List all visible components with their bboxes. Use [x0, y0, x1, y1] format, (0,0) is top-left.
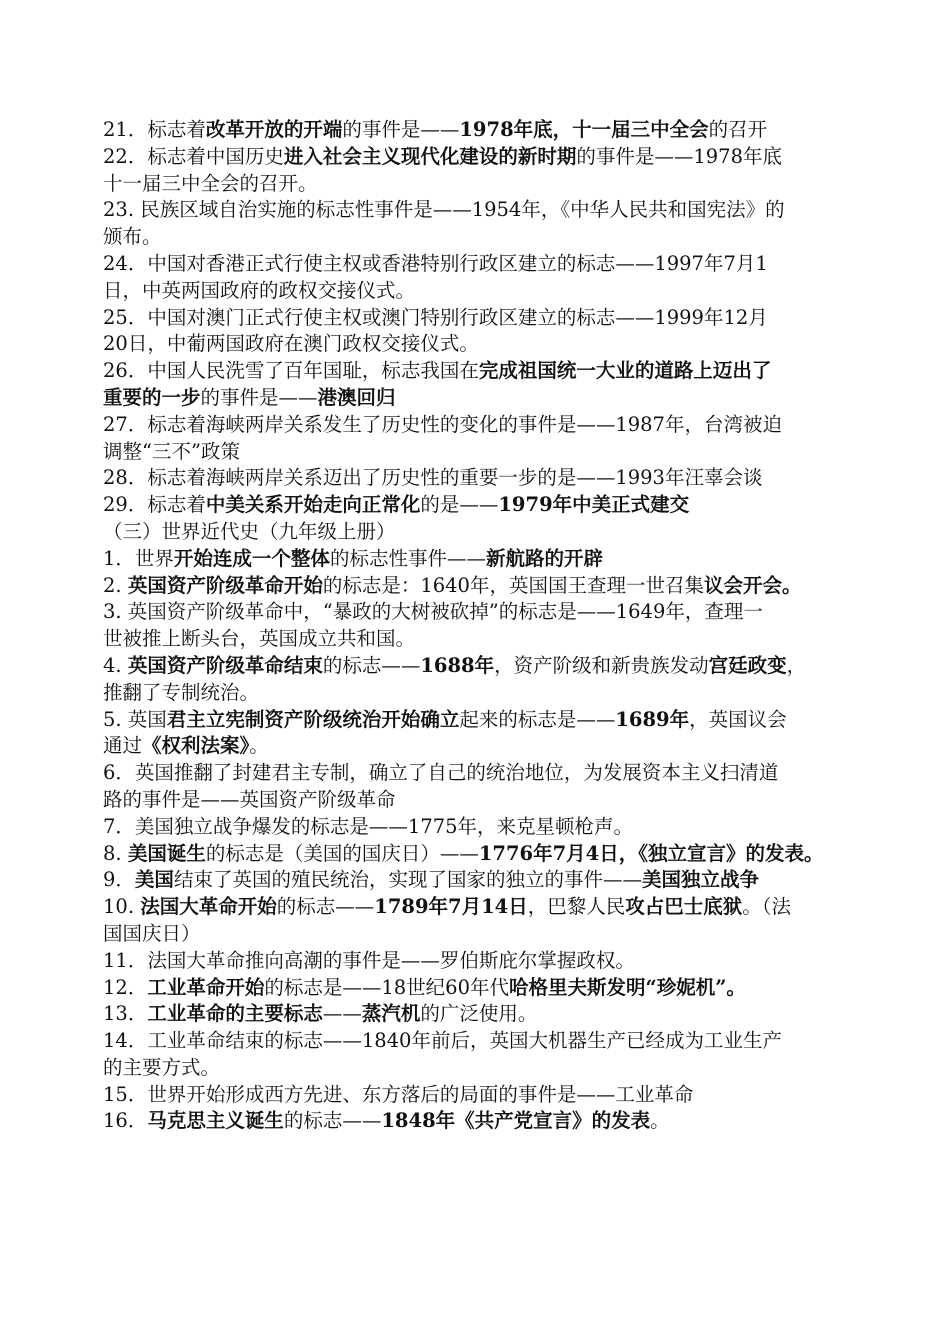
text-segment: ，英国议会 — [689, 707, 787, 731]
text-line — [103, 787, 850, 814]
text-line — [103, 1082, 850, 1109]
bold-text-segment: 美国 — [134, 868, 174, 892]
text-segment: —— — [322, 1002, 362, 1026]
text-segment: 9． — [103, 868, 135, 892]
text-segment: 3. 英国资产阶级革命中，“暴政的大树被砍掉”的标志是——1649年，查理一 — [103, 600, 763, 624]
text-line — [103, 439, 850, 466]
text-segment: 。 — [650, 1109, 670, 1133]
text-line — [103, 224, 850, 251]
text-segment: 13． — [103, 1002, 148, 1026]
bold-text-segment: 重要的一步 — [103, 385, 201, 409]
bold-text-segment: 1689年 — [615, 707, 690, 731]
text-segment: 的标志—— — [283, 1109, 382, 1133]
text-line — [103, 251, 850, 278]
text-segment: 22．标志着中国历史 — [103, 144, 284, 168]
text-line — [103, 278, 850, 305]
text-segment: 调整“三不”政策 — [103, 439, 240, 463]
bold-text-segment: 宫廷政变 — [708, 653, 787, 677]
text-segment: 12． — [103, 975, 148, 999]
document-body — [103, 117, 850, 1135]
text-line — [103, 385, 850, 412]
text-line — [103, 358, 850, 385]
text-line — [103, 412, 850, 439]
text-segment: 7．美国独立战争爆发的标志是——1775年，来克星顿枪声。 — [103, 814, 634, 838]
text-segment: 颁布。 — [103, 225, 162, 249]
text-segment: 。 — [249, 734, 269, 758]
text-line — [103, 171, 850, 198]
bold-text-segment: 1789年7月14日 — [374, 895, 528, 919]
text-segment: 23. 民族区域自治实施的标志性事件是——1954年，《中华人民共和国宪法》的 — [103, 198, 785, 222]
text-line — [103, 1055, 850, 1082]
text-line — [103, 573, 850, 600]
text-segment: 。（法 — [742, 895, 792, 919]
text-segment: 结束了英国的殖民统治，实现了国家的独立的事件—— — [173, 868, 642, 892]
text-segment: ，巴黎人民 — [527, 895, 626, 919]
bold-text-segment: 法国大革命开始 — [140, 895, 277, 919]
text-line — [103, 841, 850, 868]
bold-text-segment: 1688年 — [420, 653, 495, 677]
text-line — [103, 331, 850, 358]
text-line — [103, 305, 850, 332]
text-line — [103, 894, 850, 921]
bold-text-segment: 君主立宪制资产阶级统治开始确立 — [166, 707, 460, 731]
text-segment: ，资产阶级和新贵族发动 — [494, 653, 709, 677]
text-segment: 的事件是——1978年底 — [576, 144, 782, 168]
text-segment: 29．标志着 — [103, 493, 206, 517]
text-segment: 世被推上断头台，英国成立共和国。 — [103, 627, 416, 651]
text-segment: 2. — [103, 573, 128, 597]
bold-text-segment: 完成祖国统一大业的道路上迈出了 — [478, 359, 772, 383]
text-segment: ， — [786, 653, 807, 677]
text-segment: 日，中英两国政府的政权交接仪式。 — [103, 278, 416, 302]
text-line — [103, 733, 850, 760]
text-segment: 的事件是—— — [342, 118, 460, 141]
text-line — [103, 117, 850, 144]
bold-text-segment: 1979年中美正式建交 — [498, 493, 690, 517]
bold-text-segment: 马克思主义诞生 — [147, 1109, 284, 1133]
text-segment: 16． — [103, 1109, 148, 1133]
text-line — [103, 707, 850, 734]
text-line — [103, 653, 850, 680]
text-segment: 的广泛使用。 — [420, 1002, 538, 1026]
bold-text-segment: 英国资产阶级革命开始 — [127, 573, 323, 597]
text-segment: 国国庆日） — [103, 921, 201, 945]
bold-text-segment: 进入社会主义现代化建设的新时期 — [283, 144, 577, 168]
text-line — [103, 626, 850, 653]
bold-text-segment: 攻占巴士底狱 — [625, 895, 743, 919]
text-segment: 通过 — [103, 734, 143, 758]
text-segment: 26．中国人民洗雪了百年国耻，标志我国在 — [103, 359, 479, 383]
text-segment: 起来的标志是—— — [459, 707, 616, 731]
bold-text-segment: 《权利法案》 — [142, 734, 250, 758]
text-line — [103, 1028, 850, 1055]
text-segment: 21．标志着 — [103, 118, 206, 141]
bold-text-segment: 议会开会。 — [703, 573, 802, 597]
text-segment: 的标志是——18世纪60年代 — [264, 975, 509, 999]
text-line — [103, 760, 850, 787]
bold-text-segment: 新航路的开辟 — [485, 546, 603, 570]
text-segment: 11．法国大革命推向高潮的事件是——罗伯斯庇尔掌握政权。 — [103, 948, 635, 972]
bold-text-segment: 1848年《共产党宣言》的发表 — [381, 1109, 651, 1133]
text-segment: 1．世界 — [103, 546, 174, 570]
bold-text-segment: 哈格里夫斯发明“珍妮机”。 — [508, 975, 746, 999]
text-line — [103, 867, 850, 894]
text-line — [103, 546, 850, 573]
text-segment: 的事件是—— — [200, 385, 318, 409]
bold-text-segment: 中美关系开始走向正常化 — [205, 493, 421, 517]
text-segment: 路的事件是——英国资产阶级革命 — [103, 787, 396, 811]
text-segment: 15．世界开始形成西方先进、东方落后的局面的事件是——工业革命 — [103, 1082, 694, 1106]
text-segment: 24．中国对香港正式行使主权或香港特别行政区建立的标志——1997年7月1 — [103, 251, 768, 275]
bold-text-segment: 工业革命的主要标志 — [147, 1002, 323, 1026]
text-segment: 的标志—— — [322, 653, 421, 677]
bold-text-segment: 蒸汽机 — [361, 1002, 421, 1026]
text-line — [103, 1001, 850, 1028]
text-segment: 十一届三中全会的召开。 — [103, 171, 318, 195]
text-segment: 28．标志着海峡两岸关系迈出了历史性的重要一步的是——1993年汪辜会谈 — [103, 466, 763, 490]
text-segment: 14．工业革命结束的标志——1840年前后，英国大机器生产已经成为工业生产 — [103, 1029, 782, 1053]
text-segment: 的标志是（美国的国庆日）—— — [205, 841, 479, 865]
text-segment: （三）世界近代史（九年级上册） — [103, 519, 396, 543]
bold-text-segment: 英国资产阶级革命结束 — [127, 653, 323, 677]
text-line — [103, 197, 850, 224]
text-line — [103, 680, 850, 707]
text-line — [103, 1108, 850, 1135]
text-segment: 的是—— — [420, 493, 499, 517]
bold-text-segment: 1978年底，十一届三中全会 — [459, 118, 709, 141]
text-segment: 20日，中葡两国政府在澳门政权交接仪式。 — [103, 332, 479, 356]
bold-text-segment: 美国诞生 — [127, 841, 206, 865]
text-line — [103, 519, 850, 546]
text-line — [103, 492, 850, 519]
text-segment: 的标志性事件—— — [329, 546, 486, 570]
text-segment: 8. — [103, 841, 128, 865]
text-line — [103, 921, 850, 948]
text-line — [103, 465, 850, 492]
text-line — [103, 814, 850, 841]
text-segment: 10. — [103, 895, 141, 919]
text-segment: 的主要方式。 — [103, 1055, 221, 1079]
text-line — [103, 948, 850, 975]
text-segment: 27．标志着海峡两岸关系发生了历史性的变化的事件是——1987年，台湾被迫 — [103, 412, 782, 436]
text-segment: 的标志—— — [276, 895, 375, 919]
text-line — [103, 975, 850, 1002]
bold-text-segment: 1776年7月4日，《独立宣言》的发表。 — [478, 841, 824, 865]
bold-text-segment: 改革开放的开端 — [205, 118, 343, 141]
text-line — [103, 144, 850, 171]
bold-text-segment: 开始连成一个整体 — [173, 546, 330, 570]
text-segment: 的标志是：1640年，英国国王查理一世召集 — [322, 573, 704, 597]
bold-text-segment: 工业革命开始 — [147, 975, 265, 999]
text-segment: 25．中国对澳门正式行使主权或澳门特别行政区建立的标志——1999年12月 — [103, 305, 768, 329]
text-segment: 6．英国推翻了封建君主专制，确立了自己的统治地位，为发展资本主义扫清道 — [103, 761, 779, 785]
text-segment: 5. 英国 — [103, 707, 167, 731]
bold-text-segment: 港澳回归 — [317, 385, 396, 409]
text-segment: 推翻了专制统治。 — [103, 680, 260, 704]
bold-text-segment: 美国独立战争 — [641, 868, 759, 892]
text-segment: 4. — [103, 653, 128, 677]
text-line — [103, 599, 850, 626]
text-segment: 的召开 — [708, 118, 768, 141]
